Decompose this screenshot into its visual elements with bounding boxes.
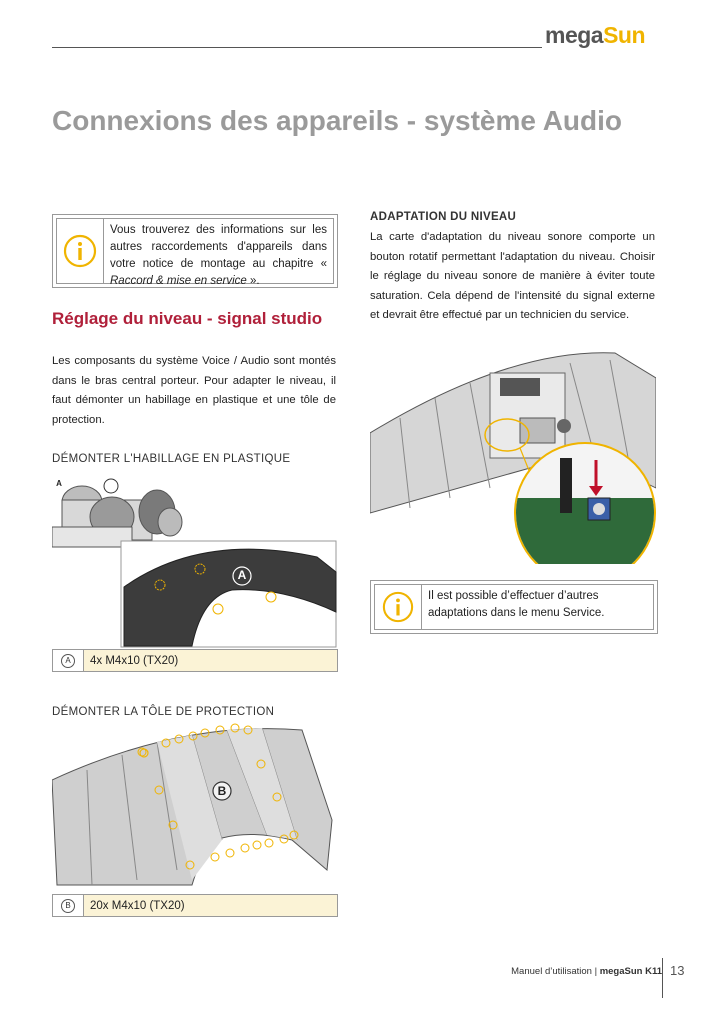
protection-sheet-illustration	[52, 720, 337, 890]
step1-caption-row	[52, 649, 338, 672]
header-rule	[52, 47, 542, 48]
plastic-cover-illustration	[52, 472, 337, 648]
step2-caption-row	[52, 894, 338, 917]
step2-heading: DÉMONTER LA TÔLE DE PROTECTION	[52, 706, 275, 718]
info-box-left	[52, 214, 338, 288]
footer-text: Manuel d’utilisation | megaSun K11	[511, 966, 662, 977]
step2-caption: 20x M4x10 (TX20)	[84, 895, 337, 916]
step2-caption-letter: B	[61, 899, 75, 913]
section-heading: Réglage du niveau - signal studio	[52, 309, 323, 328]
section-body: Les composants du système Voice / Audio sont montés dans le bras central porteur. Pour adapter le niveau, il faut démonter un habillage en plastique et une tôle de protection.	[52, 355, 336, 426]
page-number: 13	[670, 963, 685, 978]
info-icon	[375, 585, 422, 629]
step1-heading: DÉMONTER L'HABILLAGE EN PLASTIQUE	[52, 453, 291, 465]
info-box-right-text: Il est possible d’effectuer d’autres adaptations dans le menu Service.	[428, 590, 605, 619]
level-adjustment-illustration	[370, 348, 656, 564]
page-title: Connexions des appareils - système Audio	[52, 105, 623, 136]
megasun-logo: megaSun	[545, 22, 646, 48]
step1-caption-letter: A	[61, 654, 75, 668]
step1-caption-letter-cell	[53, 650, 84, 671]
step1-marker-small: A	[56, 479, 62, 488]
right-heading: ADAPTATION DU NIVEAU	[370, 211, 517, 223]
step1-marker: A	[237, 568, 247, 582]
info-box-left-inner	[56, 218, 334, 287]
footer-divider	[662, 958, 663, 998]
step1-caption: 4x M4x10 (TX20)	[84, 650, 337, 671]
info-icon	[57, 219, 104, 283]
step2-caption-letter-cell	[53, 895, 84, 916]
info-box-right-inner	[374, 584, 654, 630]
step2-marker: B	[217, 784, 227, 798]
info-box-right	[370, 580, 658, 634]
info-box-left-text: Vous trouverez des informations sur les autres raccordements d'appareils dans votre notice de montage au chapitre « Raccord & mise en service ».	[110, 224, 327, 287]
right-body: La carte d'adaptation du niveau sonore comporte un bouton rotatif permettant l'adaptation du niveau. Choisir le réglage du niveau sonore de manière à éviter toute saturation. Cela dépend de l'intensité du signal externe et devrait être effectué par un technicien du service.	[370, 231, 655, 321]
